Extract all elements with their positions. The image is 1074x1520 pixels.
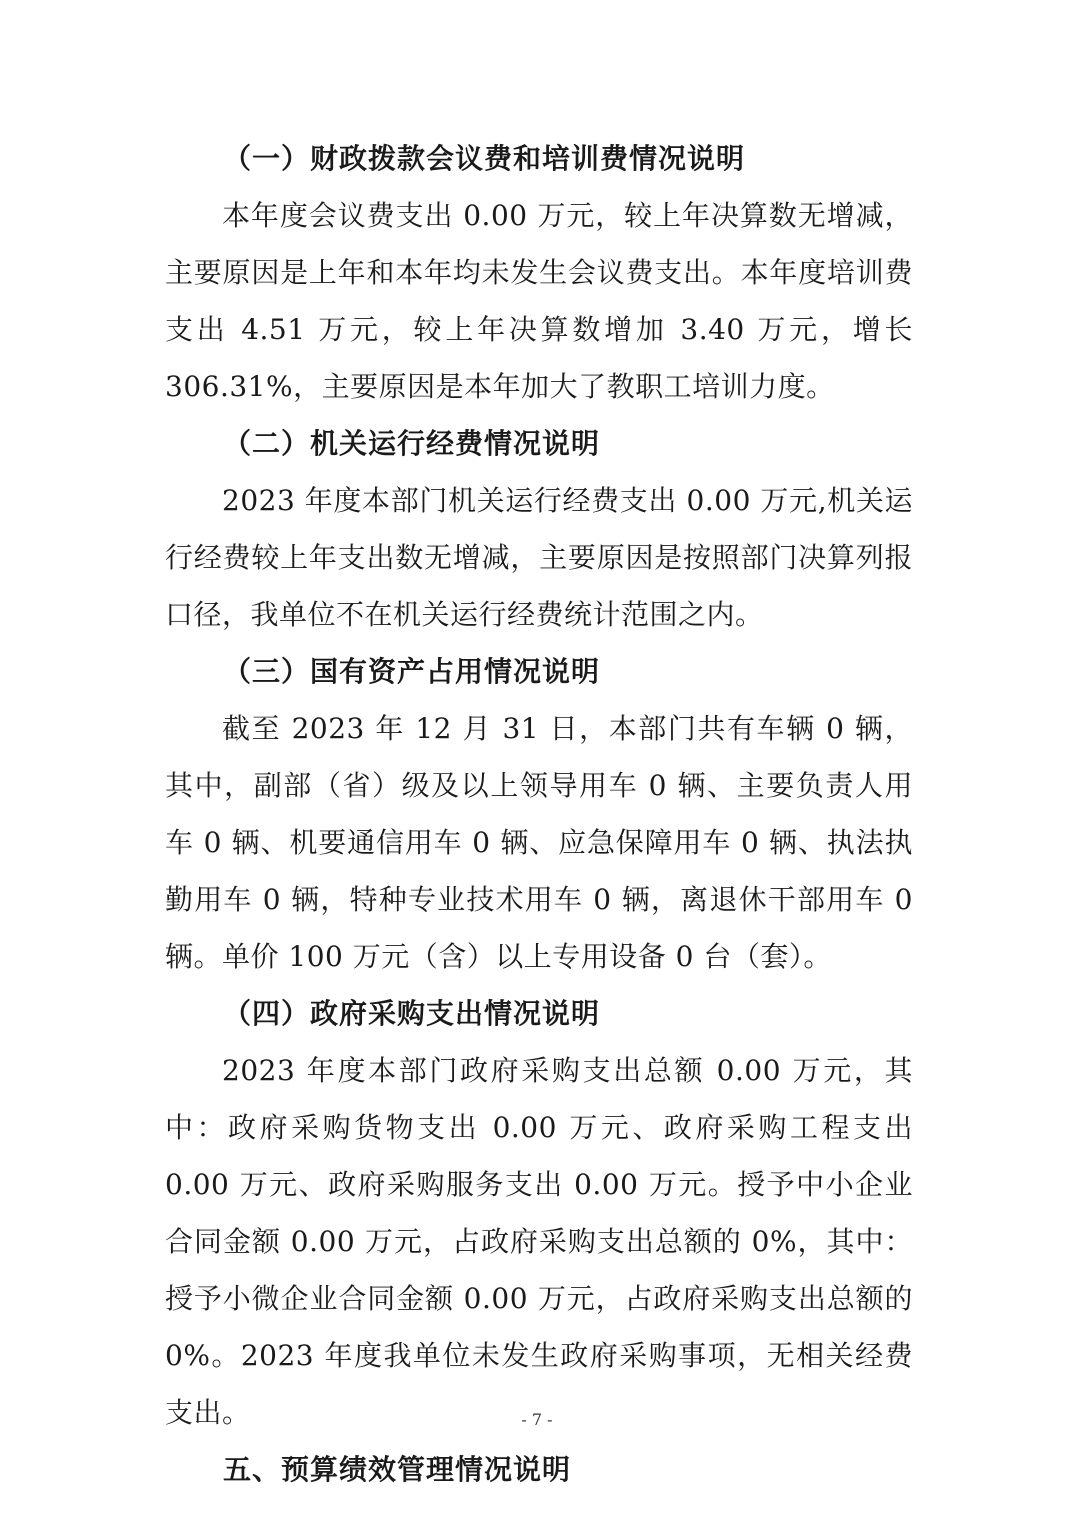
- section-paragraph-2: 2023 年度本部门机关运行经费支出 0.00 万元,机关运行经费较上年支出数无增减，主要原因是按照部门决算列报口径，我单位不在机关运行经费统计范围之内。: [165, 484, 913, 631]
- final-heading: 五、预算绩效管理情况说明: [223, 1453, 572, 1486]
- document-body: [165, 130, 913, 1498]
- page-number: - 7 -: [521, 1410, 553, 1429]
- section-paragraph-1: 本年度会议费支出 0.00 万元，较上年决算数无增减，主要原因是上年和本年均未发生会议费支出。本年度培训费支出 4.51 万元，较上年决算数增加 3.40 万元，增长 306.31%，主要原因是本年加大了教职工培训力度。: [165, 199, 913, 403]
- section-heading-4: （四）政府采购支出情况说明: [223, 997, 601, 1030]
- section-paragraph-3: 截至 2023 年 12 月 31 日，本部门共有车辆 0 辆，其中，副部（省）级及以上领导用车 0 辆、主要负责人用车 0 辆、机要通信用车 0 辆、应急保障用车 0 辆、执法执勤用车 0 辆，特种专业技术用车 0 辆，离退休干部用车 0 辆。单价 100 万元（含）以上专用设备 0 台（套）。: [165, 712, 913, 973]
- section-heading-3: （三）国有资产占用情况说明: [223, 655, 601, 688]
- section-paragraph-4: 2023 年度本部门政府采购支出总额 0.00 万元，其中：政府采购货物支出 0.00 万元、政府采购工程支出 0.00 万元、政府采购服务支出 0.00 万元。授予中小企业合同金额 0.00 万元，占政府采购支出总额的 0%，其中：授予小微企业合同金额 0.00 万元，占政府采购支出总额的 0%。2023 年度我单位未发生政府采购事项，无相关经费支出。: [165, 1054, 913, 1429]
- section-heading-2: （二）机关运行经费情况说明: [223, 427, 601, 460]
- section-heading-1: （一）财政拨款会议费和培训费情况说明: [223, 142, 746, 175]
